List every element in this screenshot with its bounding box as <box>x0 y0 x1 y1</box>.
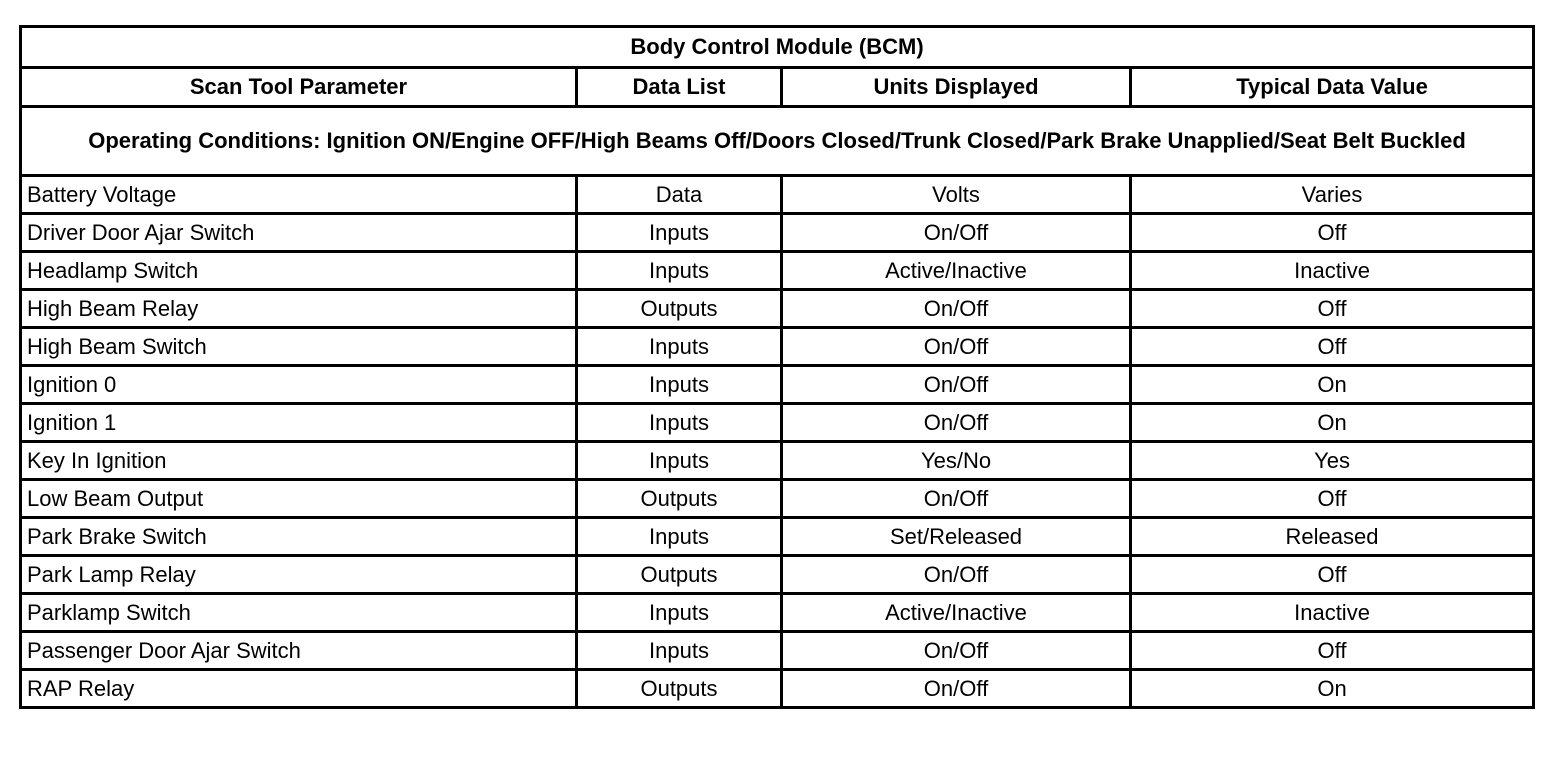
header-row <box>21 68 1534 107</box>
parameter-cell: Low Beam Output <box>21 480 577 518</box>
table-row <box>21 214 1534 252</box>
parameter-cell: Headlamp Switch <box>21 252 577 290</box>
parameter-cell: Passenger Door Ajar Switch <box>21 632 577 670</box>
data-list-cell: Inputs <box>577 366 782 404</box>
table-row <box>21 404 1534 442</box>
units-cell: Active/Inactive <box>782 594 1131 632</box>
parameter-cell: RAP Relay <box>21 670 577 708</box>
operating-conditions-row <box>21 107 1534 176</box>
units-cell: On/Off <box>782 480 1131 518</box>
typical-value-cell: Varies <box>1131 176 1534 214</box>
typical-value-cell: Inactive <box>1131 594 1534 632</box>
data-list-cell: Inputs <box>577 442 782 480</box>
units-cell: On/Off <box>782 670 1131 708</box>
units-cell: On/Off <box>782 404 1131 442</box>
data-list-cell: Inputs <box>577 518 782 556</box>
table-title: Body Control Module (BCM) <box>21 27 1534 68</box>
data-list-cell: Outputs <box>577 556 782 594</box>
column-header-parameter: Scan Tool Parameter <box>21 68 577 107</box>
typical-value-cell: Off <box>1131 632 1534 670</box>
table-row <box>21 670 1534 708</box>
parameter-cell: Parklamp Switch <box>21 594 577 632</box>
units-cell: On/Off <box>782 214 1131 252</box>
units-cell: On/Off <box>782 556 1131 594</box>
units-cell: Volts <box>782 176 1131 214</box>
table-row <box>21 556 1534 594</box>
column-header-units: Units Displayed <box>782 68 1131 107</box>
data-list-cell: Outputs <box>577 290 782 328</box>
data-list-cell: Outputs <box>577 480 782 518</box>
table-row <box>21 594 1534 632</box>
data-list-cell: Inputs <box>577 328 782 366</box>
table-row <box>21 252 1534 290</box>
typical-value-cell: Off <box>1131 556 1534 594</box>
parameter-cell: Ignition 1 <box>21 404 577 442</box>
table-body <box>21 176 1534 708</box>
typical-value-cell: Released <box>1131 518 1534 556</box>
units-cell: Yes/No <box>782 442 1131 480</box>
parameter-cell: High Beam Switch <box>21 328 577 366</box>
table-row <box>21 176 1534 214</box>
typical-value-cell: On <box>1131 366 1534 404</box>
typical-value-cell: Off <box>1131 480 1534 518</box>
data-list-cell: Inputs <box>577 632 782 670</box>
parameter-cell: Park Brake Switch <box>21 518 577 556</box>
table-row <box>21 290 1534 328</box>
data-list-cell: Inputs <box>577 594 782 632</box>
units-cell: On/Off <box>782 328 1131 366</box>
typical-value-cell: On <box>1131 404 1534 442</box>
typical-value-cell: On <box>1131 670 1534 708</box>
typical-value-cell: Off <box>1131 214 1534 252</box>
parameter-cell: High Beam Relay <box>21 290 577 328</box>
typical-value-cell: Inactive <box>1131 252 1534 290</box>
operating-conditions: Operating Conditions: Ignition ON/Engine OFF/High Beams Off/Doors Closed/Trunk Closed/Park Brake Unapplied/Seat Belt Buckled <box>21 107 1534 176</box>
typical-value-cell: Off <box>1131 328 1534 366</box>
table-row <box>21 632 1534 670</box>
parameter-cell: Key In Ignition <box>21 442 577 480</box>
table-row <box>21 366 1534 404</box>
column-header-data-list: Data List <box>577 68 782 107</box>
title-row <box>21 27 1534 68</box>
table-row <box>21 480 1534 518</box>
units-cell: On/Off <box>782 366 1131 404</box>
units-cell: On/Off <box>782 632 1131 670</box>
column-header-typical-value: Typical Data Value <box>1131 68 1534 107</box>
units-cell: Set/Released <box>782 518 1131 556</box>
data-list-cell: Data <box>577 176 782 214</box>
typical-value-cell: Off <box>1131 290 1534 328</box>
parameter-cell: Battery Voltage <box>21 176 577 214</box>
data-list-cell: Outputs <box>577 670 782 708</box>
table-row <box>21 442 1534 480</box>
table-row <box>21 518 1534 556</box>
parameter-cell: Driver Door Ajar Switch <box>21 214 577 252</box>
data-list-cell: Inputs <box>577 252 782 290</box>
typical-value-cell: Yes <box>1131 442 1534 480</box>
data-list-cell: Inputs <box>577 404 782 442</box>
units-cell: Active/Inactive <box>782 252 1131 290</box>
parameter-cell: Park Lamp Relay <box>21 556 577 594</box>
bcm-data-table <box>19 25 1535 709</box>
units-cell: On/Off <box>782 290 1131 328</box>
data-list-cell: Inputs <box>577 214 782 252</box>
table-row <box>21 328 1534 366</box>
parameter-cell: Ignition 0 <box>21 366 577 404</box>
